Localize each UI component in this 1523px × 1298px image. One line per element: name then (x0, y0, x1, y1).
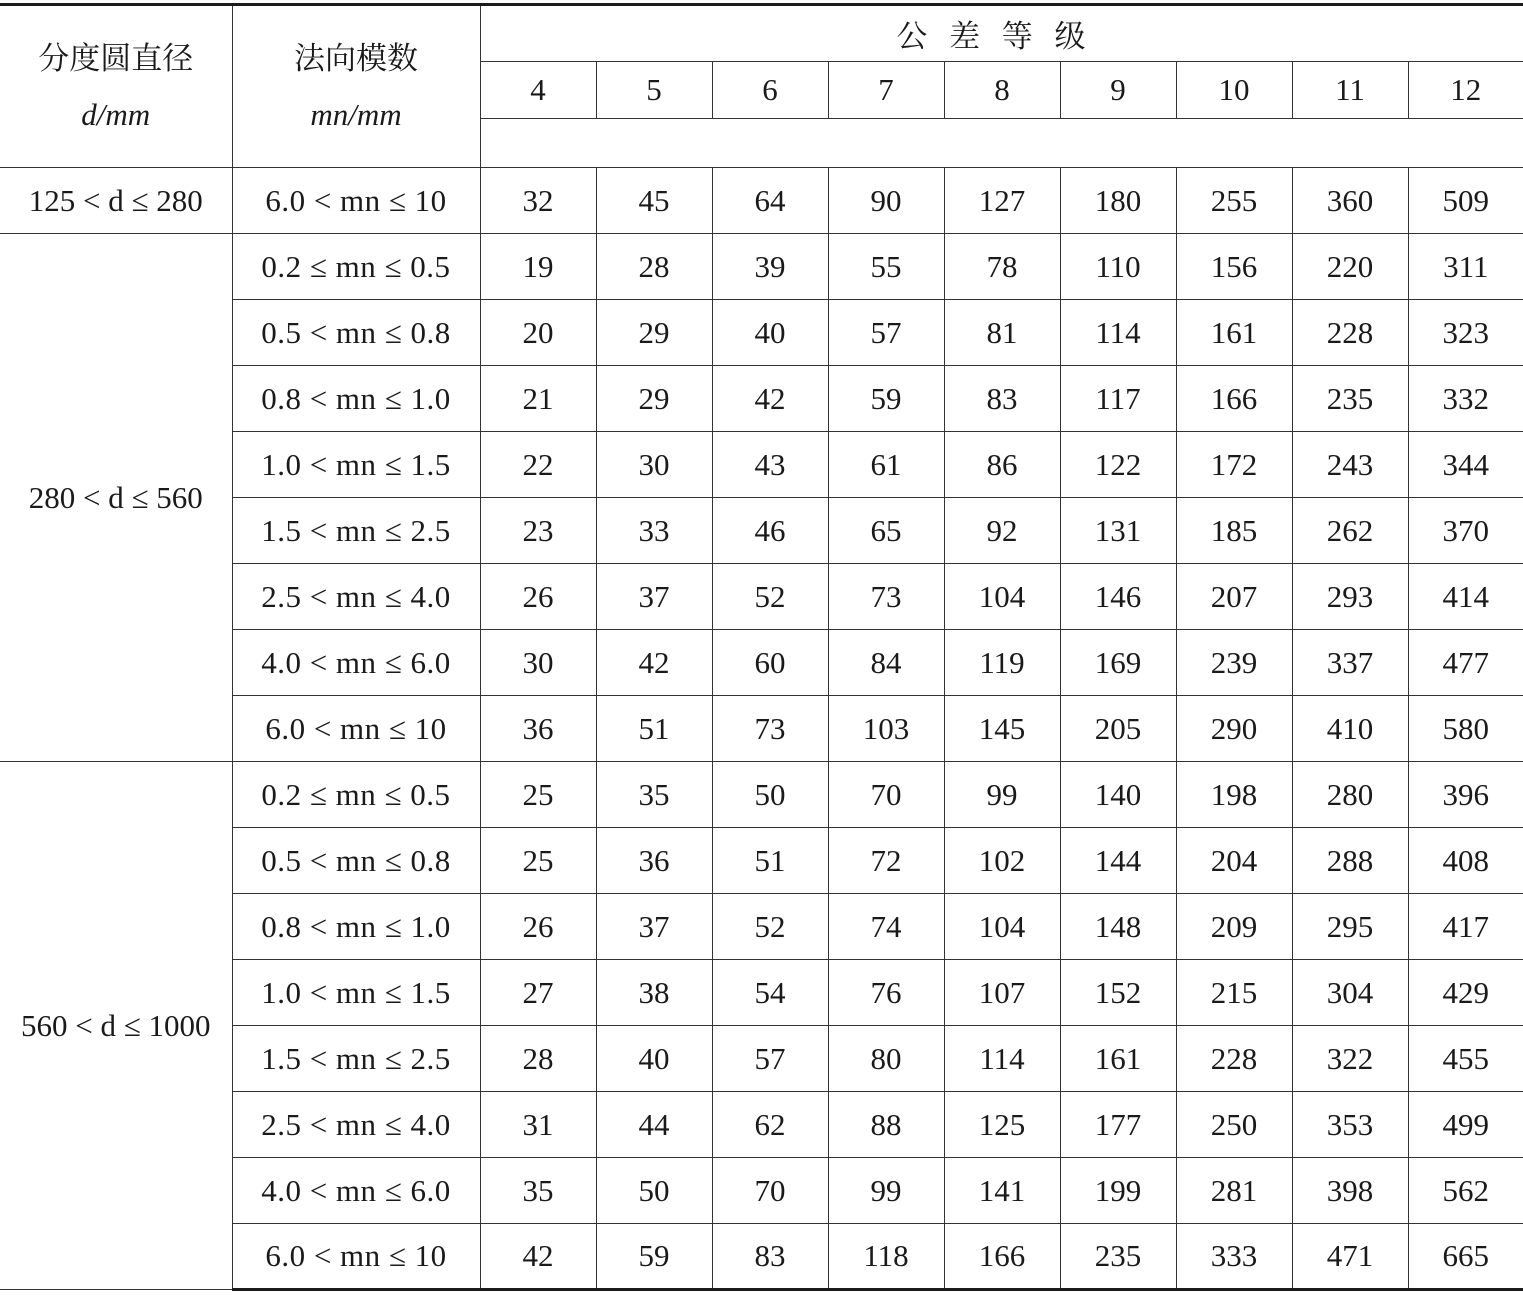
tolerance-value: 288 (1292, 828, 1408, 894)
tolerance-value: 45 (596, 168, 712, 234)
tolerance-value: 62 (712, 1092, 828, 1158)
tolerance-value: 60 (712, 630, 828, 696)
tolerance-value: 417 (1408, 894, 1523, 960)
grade-header-9: 9 (1060, 62, 1176, 119)
tolerance-value: 410 (1292, 696, 1408, 762)
tolerance-value: 23 (480, 498, 596, 564)
tolerance-value: 122 (1060, 432, 1176, 498)
tolerance-value: 37 (596, 564, 712, 630)
tolerance-value: 22 (480, 432, 596, 498)
tolerance-value: 42 (712, 366, 828, 432)
tolerance-value: 396 (1408, 762, 1523, 828)
tolerance-value: 38 (596, 960, 712, 1026)
tolerance-value: 204 (1176, 828, 1292, 894)
tolerance-value: 118 (828, 1224, 944, 1290)
header-normal-module-label: 法向模数 (294, 40, 418, 76)
tolerance-value: 215 (1176, 960, 1292, 1026)
tolerance-value: 57 (712, 1026, 828, 1092)
table-header (0, 5, 1523, 168)
tolerance-value: 50 (596, 1158, 712, 1224)
tolerance-value: 262 (1292, 498, 1408, 564)
header-normal-module (232, 5, 480, 168)
tolerance-value: 281 (1176, 1158, 1292, 1224)
tolerance-value: 360 (1292, 168, 1408, 234)
tolerance-value: 295 (1292, 894, 1408, 960)
tolerance-value: 59 (596, 1224, 712, 1290)
tolerance-value: 28 (480, 1026, 596, 1092)
normal-module-range: 0.8 < mn ≤ 1.0 (232, 894, 480, 960)
tolerance-value: 228 (1176, 1026, 1292, 1092)
tolerance-value: 72 (828, 828, 944, 894)
tolerance-value: 344 (1408, 432, 1523, 498)
tolerance-value: 84 (828, 630, 944, 696)
tolerance-value: 333 (1176, 1224, 1292, 1290)
tolerance-value: 114 (944, 1026, 1060, 1092)
tolerance-value: 61 (828, 432, 944, 498)
tolerance-value: 50 (712, 762, 828, 828)
tolerance-value: 509 (1408, 168, 1523, 234)
tolerance-value: 110 (1060, 234, 1176, 300)
header-pitch-diameter-label: 分度圆直径 (38, 40, 194, 76)
tolerance-value: 408 (1408, 828, 1523, 894)
grade-header-8: 8 (944, 62, 1060, 119)
tolerance-value: 30 (596, 432, 712, 498)
tolerance-value: 205 (1060, 696, 1176, 762)
tolerance-value: 30 (480, 630, 596, 696)
header-spacer-cell (480, 119, 1523, 168)
tolerance-value: 19 (480, 234, 596, 300)
tolerance-value: 33 (596, 498, 712, 564)
tolerance-value: 73 (828, 564, 944, 630)
table-body (0, 168, 1523, 1290)
pitch-diameter-range: 280 < d ≤ 560 (0, 234, 232, 762)
tolerance-value: 39 (712, 234, 828, 300)
tolerance-value: 166 (1176, 366, 1292, 432)
header-tolerance-grade (480, 5, 1523, 62)
tolerance-value: 477 (1408, 630, 1523, 696)
tolerance-value: 161 (1060, 1026, 1176, 1092)
tolerance-value: 255 (1176, 168, 1292, 234)
grade-header-5: 5 (596, 62, 712, 119)
tolerance-value: 83 (944, 366, 1060, 432)
tolerance-value: 209 (1176, 894, 1292, 960)
tolerance-value: 322 (1292, 1026, 1408, 1092)
tolerance-value: 280 (1292, 762, 1408, 828)
normal-module-range: 6.0 < mn ≤ 10 (232, 168, 480, 234)
normal-module-range: 1.5 < mn ≤ 2.5 (232, 1026, 480, 1092)
tolerance-value: 74 (828, 894, 944, 960)
tolerance-value: 125 (944, 1092, 1060, 1158)
tolerance-value: 44 (596, 1092, 712, 1158)
tolerance-value: 99 (828, 1158, 944, 1224)
tolerance-value: 28 (596, 234, 712, 300)
tolerance-value: 46 (712, 498, 828, 564)
normal-module-range: 2.5 < mn ≤ 4.0 (232, 564, 480, 630)
normal-module-range: 0.2 ≤ mn ≤ 0.5 (232, 234, 480, 300)
tolerance-value: 65 (828, 498, 944, 564)
tolerance-value: 148 (1060, 894, 1176, 960)
tolerance-value: 370 (1408, 498, 1523, 564)
tolerance-value: 81 (944, 300, 1060, 366)
tolerance-value: 207 (1176, 564, 1292, 630)
normal-module-range: 1.0 < mn ≤ 1.5 (232, 432, 480, 498)
tolerance-value: 172 (1176, 432, 1292, 498)
tolerance-value: 235 (1292, 366, 1408, 432)
tolerance-value: 293 (1292, 564, 1408, 630)
tolerance-value: 665 (1408, 1224, 1523, 1290)
tolerance-value: 43 (712, 432, 828, 498)
tolerance-value: 152 (1060, 960, 1176, 1026)
tolerance-value: 185 (1176, 498, 1292, 564)
table-row (0, 762, 1523, 828)
tolerance-value: 455 (1408, 1026, 1523, 1092)
grade-header-7: 7 (828, 62, 944, 119)
tolerance-value: 52 (712, 894, 828, 960)
tolerance-value: 353 (1292, 1092, 1408, 1158)
tolerance-value: 25 (480, 762, 596, 828)
tolerance-value: 169 (1060, 630, 1176, 696)
tolerance-value: 103 (828, 696, 944, 762)
normal-module-range: 1.5 < mn ≤ 2.5 (232, 498, 480, 564)
tolerance-value: 57 (828, 300, 944, 366)
tolerance-value: 51 (712, 828, 828, 894)
tolerance-value: 131 (1060, 498, 1176, 564)
tolerance-value: 25 (480, 828, 596, 894)
tolerance-value: 117 (1060, 366, 1176, 432)
tolerance-value: 29 (596, 300, 712, 366)
tolerance-value: 83 (712, 1224, 828, 1290)
normal-module-range: 2.5 < mn ≤ 4.0 (232, 1092, 480, 1158)
tolerance-value: 35 (480, 1158, 596, 1224)
table-row (0, 234, 1523, 300)
header-pitch-diameter (0, 5, 232, 168)
tolerance-value: 199 (1060, 1158, 1176, 1224)
tolerance-value: 161 (1176, 300, 1292, 366)
tolerance-value: 32 (480, 168, 596, 234)
header-tolerance-grade-label: 公差等级 (896, 19, 1108, 54)
tolerance-value: 198 (1176, 762, 1292, 828)
grade-header-4: 4 (480, 62, 596, 119)
normal-module-range: 0.5 < mn ≤ 0.8 (232, 828, 480, 894)
tolerance-value: 146 (1060, 564, 1176, 630)
tolerance-value: 104 (944, 564, 1060, 630)
grade-header-6: 6 (712, 62, 828, 119)
tolerance-value: 36 (480, 696, 596, 762)
tolerance-value: 36 (596, 828, 712, 894)
tolerance-value: 40 (596, 1026, 712, 1092)
tolerance-value: 562 (1408, 1158, 1523, 1224)
tolerance-value: 243 (1292, 432, 1408, 498)
table-row (0, 168, 1523, 234)
tolerance-value: 107 (944, 960, 1060, 1026)
tolerance-value: 471 (1292, 1224, 1408, 1290)
tolerance-value: 73 (712, 696, 828, 762)
tolerance-value: 239 (1176, 630, 1292, 696)
grade-header-11: 11 (1292, 62, 1408, 119)
tolerance-value: 35 (596, 762, 712, 828)
tolerance-value: 119 (944, 630, 1060, 696)
tolerance-value: 398 (1292, 1158, 1408, 1224)
tolerance-value: 499 (1408, 1092, 1523, 1158)
grade-header-12: 12 (1408, 62, 1523, 119)
header-normal-module-unit: mn/mm (310, 96, 402, 132)
tolerance-value: 78 (944, 234, 1060, 300)
tolerance-value: 26 (480, 564, 596, 630)
normal-module-range: 6.0 < mn ≤ 10 (232, 696, 480, 762)
tolerance-value: 114 (1060, 300, 1176, 366)
tolerance-value: 180 (1060, 168, 1176, 234)
tolerance-value: 92 (944, 498, 1060, 564)
tolerance-value: 86 (944, 432, 1060, 498)
tolerance-value: 140 (1060, 762, 1176, 828)
tolerance-value: 337 (1292, 630, 1408, 696)
normal-module-range: 0.2 ≤ mn ≤ 0.5 (232, 762, 480, 828)
tolerance-value: 90 (828, 168, 944, 234)
tolerance-value: 31 (480, 1092, 596, 1158)
tolerance-value: 290 (1176, 696, 1292, 762)
tolerance-value: 414 (1408, 564, 1523, 630)
tolerance-value: 332 (1408, 366, 1523, 432)
tolerance-value: 88 (828, 1092, 944, 1158)
tolerance-value: 26 (480, 894, 596, 960)
tolerance-value: 580 (1408, 696, 1523, 762)
tolerance-value: 99 (944, 762, 1060, 828)
tolerance-value: 42 (596, 630, 712, 696)
tolerance-value: 102 (944, 828, 1060, 894)
tolerance-value: 144 (1060, 828, 1176, 894)
tolerance-value: 59 (828, 366, 944, 432)
tolerance-value: 54 (712, 960, 828, 1026)
header-pitch-diameter-unit: d/mm (81, 96, 151, 132)
normal-module-range: 0.8 < mn ≤ 1.0 (232, 366, 480, 432)
pitch-diameter-range: 125 < d ≤ 280 (0, 168, 232, 234)
tolerance-value: 80 (828, 1026, 944, 1092)
tolerance-value: 21 (480, 366, 596, 432)
tolerance-value: 228 (1292, 300, 1408, 366)
normal-module-range: 1.0 < mn ≤ 1.5 (232, 960, 480, 1026)
tolerance-value: 51 (596, 696, 712, 762)
tolerance-value: 177 (1060, 1092, 1176, 1158)
tolerance-value: 127 (944, 168, 1060, 234)
tolerance-value: 40 (712, 300, 828, 366)
normal-module-range: 4.0 < mn ≤ 6.0 (232, 1158, 480, 1224)
tolerance-value: 76 (828, 960, 944, 1026)
tolerance-value: 52 (712, 564, 828, 630)
tolerance-value: 104 (944, 894, 1060, 960)
tolerance-value: 70 (712, 1158, 828, 1224)
tolerance-value: 429 (1408, 960, 1523, 1026)
tolerance-value: 166 (944, 1224, 1060, 1290)
tolerance-value: 141 (944, 1158, 1060, 1224)
tolerance-value: 323 (1408, 300, 1523, 366)
tolerance-value: 235 (1060, 1224, 1176, 1290)
tolerance-value: 70 (828, 762, 944, 828)
normal-module-range: 4.0 < mn ≤ 6.0 (232, 630, 480, 696)
tolerance-value: 304 (1292, 960, 1408, 1026)
tolerance-value: 37 (596, 894, 712, 960)
tolerance-value: 55 (828, 234, 944, 300)
grade-header-10: 10 (1176, 62, 1292, 119)
tolerance-table (0, 3, 1523, 1291)
tolerance-value: 156 (1176, 234, 1292, 300)
normal-module-range: 0.5 < mn ≤ 0.8 (232, 300, 480, 366)
tolerance-value: 220 (1292, 234, 1408, 300)
tolerance-value: 250 (1176, 1092, 1292, 1158)
tolerance-value: 20 (480, 300, 596, 366)
tolerance-value: 27 (480, 960, 596, 1026)
tolerance-value: 29 (596, 366, 712, 432)
tolerance-value: 42 (480, 1224, 596, 1290)
normal-module-range: 6.0 < mn ≤ 10 (232, 1224, 480, 1290)
tolerance-value: 311 (1408, 234, 1523, 300)
tolerance-value: 145 (944, 696, 1060, 762)
pitch-diameter-range: 560 < d ≤ 1000 (0, 762, 232, 1290)
tolerance-value: 64 (712, 168, 828, 234)
